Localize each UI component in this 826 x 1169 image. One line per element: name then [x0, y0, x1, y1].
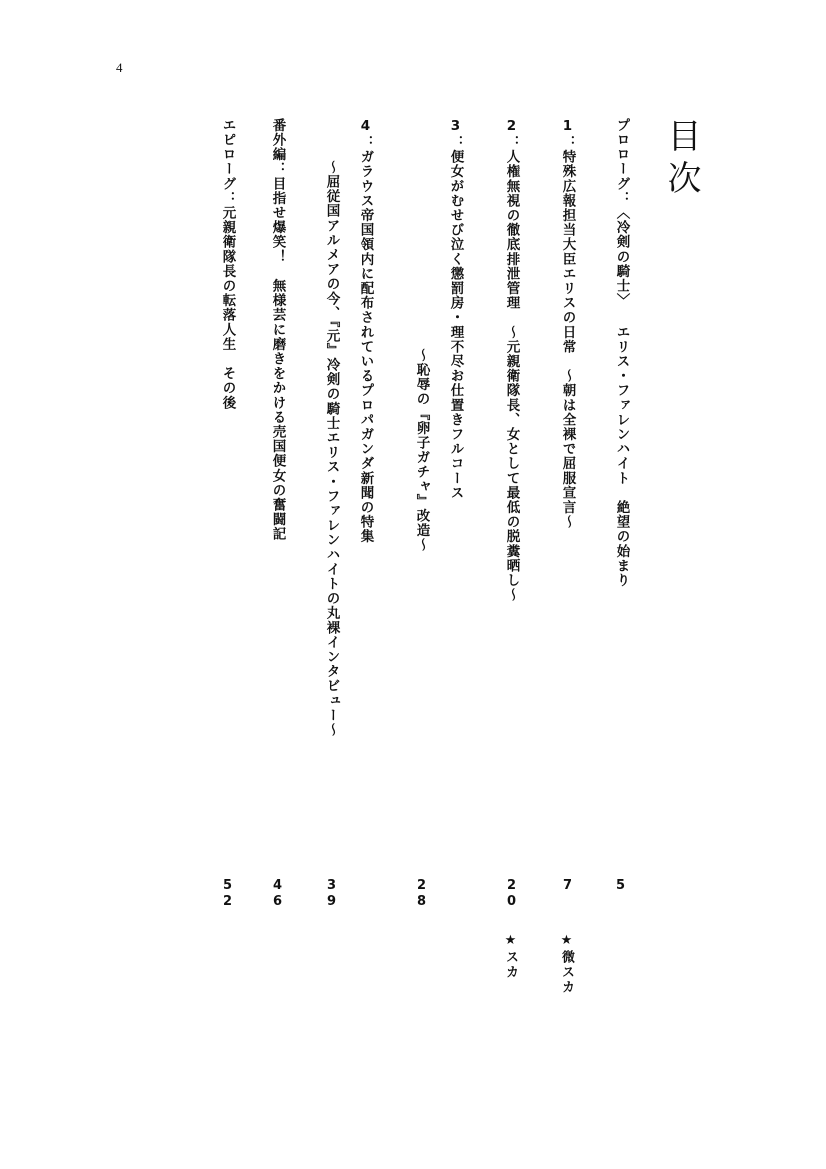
toc-entry-4-subtitle: ～屈従国アルメアの今、『元』冷剣の騎士エリス・ファレンハイトの丸裸インタビュー～ [323, 160, 340, 738]
toc-entry-4[interactable]: 4：ガラウス帝国領内に配布されているプロパガンダ新聞の特集 [357, 118, 374, 544]
content-warning-note-1: ★微スカ [559, 933, 574, 995]
toc-page-2: 20 [504, 878, 519, 910]
toc-entry-prologue[interactable]: プロローグ：〈冷剣の騎士〉 エリス・ファレンハイト 絶望の始まり [613, 118, 630, 588]
toc-page-1: 7 [560, 878, 575, 894]
toc-page-prologue: 5 [613, 878, 628, 894]
toc-page-extra: 46 [270, 878, 285, 910]
toc-entry-epilogue[interactable]: エピローグ：元親衛隊長の転落人生 その後 [219, 118, 236, 410]
toc-entry-2[interactable]: 2：人権無視の徹底排泄管理 ～元親衛隊長、女として最低の脱糞晒し～ [503, 118, 520, 603]
content-warning-note-2: ★スカ [503, 933, 518, 980]
toc-entry-1[interactable]: 1：特殊広報担当大臣エリスの日常 ～朝は全裸で屈服宣言～ [559, 118, 576, 530]
toc-page-4: 39 [324, 878, 339, 910]
toc-page-3: 28 [414, 878, 429, 910]
page-number: 4 [116, 60, 123, 75]
toc-entry-3-subtitle: ～恥辱の『卵子ガチャ』改造～ [413, 348, 430, 553]
toc-page-epilogue: 52 [220, 878, 235, 910]
toc-entry-extra[interactable]: 番外編：目指せ爆笑！ 無様芸に磨きをかける売国便女の奮闘記 [269, 118, 286, 542]
toc-entry-3[interactable]: 3：便女がむせび泣く懲罰房・理不尽お仕置きフルコース [447, 118, 464, 501]
toc-title: 目次 [661, 118, 701, 202]
